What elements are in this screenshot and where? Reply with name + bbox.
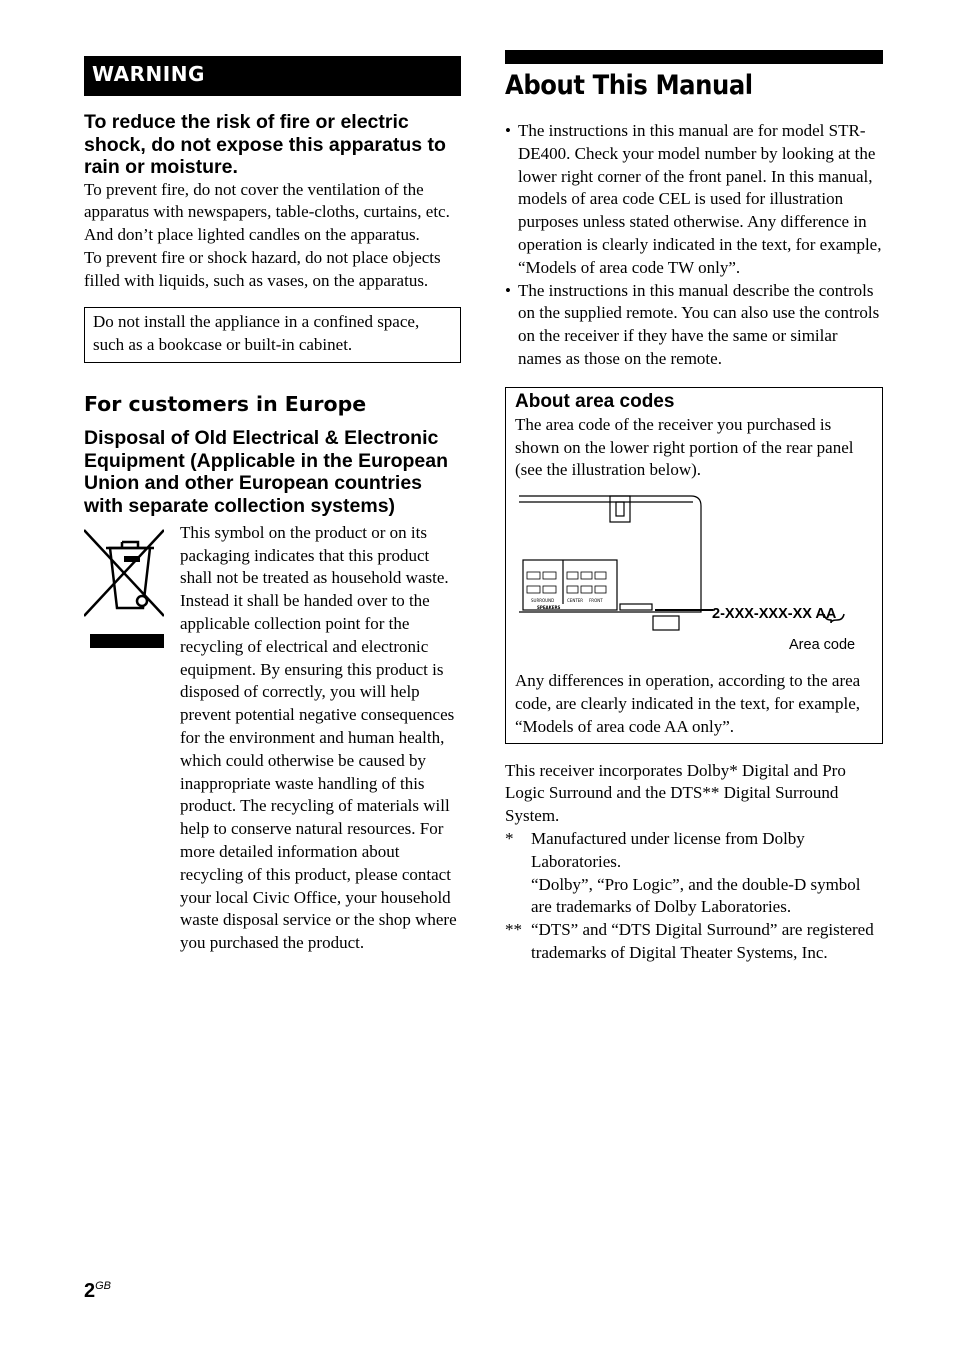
europe-heading: For customers in Europe (84, 392, 367, 417)
right-column (505, 50, 883, 965)
bullet-glyph: • (505, 121, 511, 140)
footnote-text-trademark: “Dolby”, “Pro Logic”, and the double-D symbol are trademarks of Dolby Laboratories. (531, 874, 861, 917)
disposal-heading: Disposal of Old Electrical & Electronic Equipment (Applicable in the European Union and other European countries with separate collection systems) (84, 427, 449, 518)
footnote-mark: * (505, 828, 514, 848)
page-number (84, 1280, 111, 1303)
installation-notice-text: Do not install the appliance in a confined space, such as a bookcase or built-in cabinet. (93, 312, 420, 355)
list-item-text: The instructions in this manual are for model STR-DE400. Check your model number by looking at the lower right corner of the front panel. In this manual, models of area code CEL is used for illustration purposes unless stated otherwise. Any difference in operation is clearly indicated in the text, for example, “Models of area code TW only”. (518, 121, 882, 277)
footnote-dolby (505, 828, 883, 919)
rear-panel-illustration (515, 492, 875, 682)
disposal-section (84, 522, 461, 955)
area-code-value: 2-XXX-XXX-XX AA (712, 606, 837, 623)
area-codes-heading: About area codes (515, 390, 675, 412)
footnote-dts (505, 919, 883, 965)
list-item (505, 120, 883, 280)
warning-banner: WARNING (84, 56, 461, 96)
page-number-suffix: GB (95, 1280, 112, 1292)
footnote-text: Manufactured under license from Dolby Laboratories. (531, 828, 805, 871)
page-number-value: 2 (84, 1280, 96, 1302)
list-item (505, 280, 883, 371)
crossed-out-wheelie-bin-icon (84, 526, 164, 648)
footnote-text: “DTS” and “DTS Digital Surround” are registered trademarks of Digital Theater Systems, Inc. (531, 920, 874, 962)
warning-paragraph-liquids: To prevent fire or shock hazard, do not place objects filled with liquids, such as vases, on the apparatus. (84, 247, 441, 290)
instructions-list (505, 120, 883, 371)
rear-panel-drawing (515, 492, 875, 682)
title-rule (505, 50, 883, 64)
installation-notice-box (84, 307, 461, 363)
page-title: About This Manual (505, 70, 753, 101)
dolby-paragraph: This receiver incorporates Dolby* Digital and Pro Logic Surround and the DTS** Digital Surround System. (505, 760, 846, 826)
speaker-label-center: CENTER (567, 598, 584, 604)
warning-heading: To reduce the risk of fire or electric shock, do not expose this apparatus to rain or moisture. (84, 111, 446, 178)
area-codes-intro: The area code of the receiver you purchased is shown on the lower right portion of the rear panel (see the illustration below). (515, 414, 854, 480)
area-code-label: Area code (789, 637, 856, 654)
bullet-glyph: • (505, 280, 511, 300)
list-item-text: The instructions in this manual describe the controls on the supplied remote. You can also use the controls on the receiver if they have the same or similar names as those on the remote. (518, 280, 880, 368)
footnote-mark: ** (505, 920, 522, 940)
area-codes-box (505, 387, 883, 744)
warning-paragraph-ventilation: To prevent fire, do not cover the ventilation of the apparatus with newspapers, table-cloths, curtains, etc. And don’t place lighted candles on the apparatus. (84, 179, 450, 245)
left-column (84, 56, 461, 955)
disposal-text: This symbol on the product or on its packaging indicates that this product shall not be treated as household waste. Instead it shall be handed over to the applicable collection point for the recycling of electrical and electronic equipment. By ensuring this product is disposed of correctly, you will help prevent potential negative consequences for the environment and human health, which could otherwise be caused by inappropriate waste handling of this product. The recycling of materials will help to conserve natural resources. For more detailed information about recycling of this product, please contact your local Civic Office, your household waste disposal service or the shop where you purchased the product. (180, 522, 457, 953)
speaker-label-surround: SURROUND (531, 598, 555, 604)
speaker-label-front: FRONT (589, 598, 603, 604)
speakers-caption: SPEAKERS (537, 605, 561, 611)
area-codes-outro: Any differences in operation, according to the area code, are clearly indicated in the text, for example, “Models of area code AA only”. (515, 671, 861, 736)
